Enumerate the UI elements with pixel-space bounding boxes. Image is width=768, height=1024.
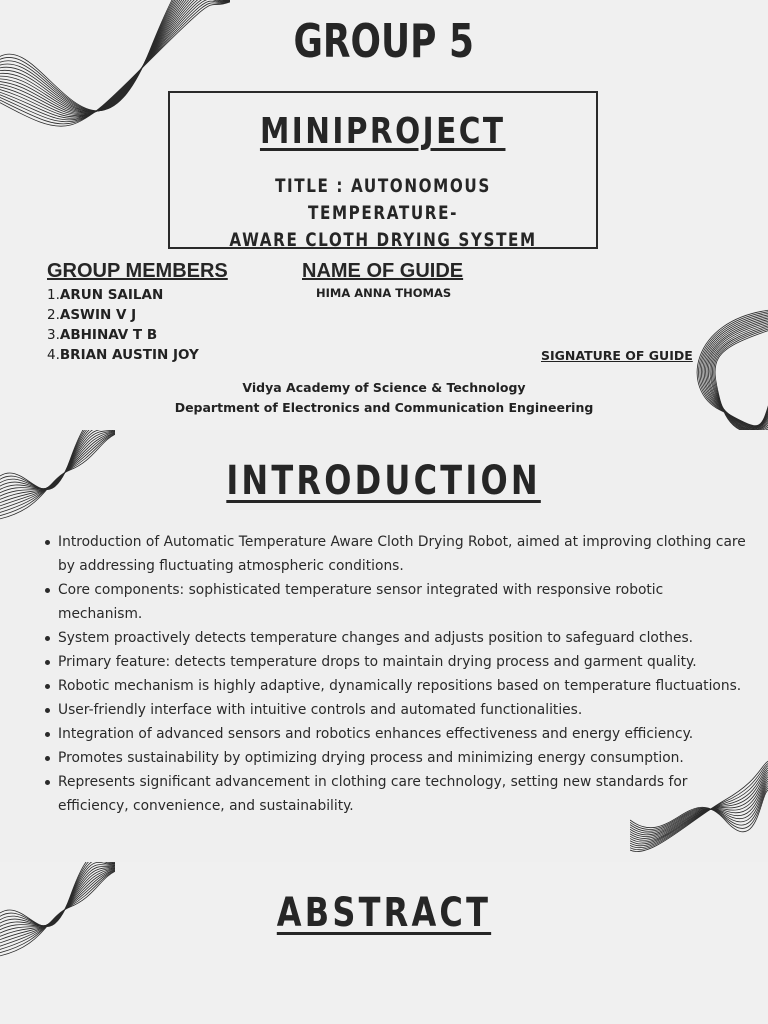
institution-name: Vidya Academy of Science & Technology: [242, 380, 526, 395]
member-item: 1.ARUN SAILAN: [47, 287, 164, 303]
group-heading: GROUP 5: [293, 14, 475, 68]
cover-section: [0, 0, 768, 430]
bullet-item: User-friendly interface with intuitive controls and automated functionalities.: [58, 698, 748, 722]
abstract-heading: ABSTRACT: [276, 890, 492, 936]
signature-of-guide-label: SIGNATURE OF GUIDE: [541, 348, 693, 363]
institution-block: [0, 378, 768, 418]
introduction-bullet-list: [58, 530, 748, 818]
bullet-item: Introduction of Automatic Temperature Aware Cloth Drying Robot, aimed at improving clothing care by addressing fluctuating atmospheric conditions.: [58, 530, 748, 578]
department-name: Department of Electronics and Communication Engineering: [174, 400, 594, 415]
bullet-item: Robotic mechanism is highly adaptive, dynamically repositions based on temperature fluctuations.: [58, 674, 748, 698]
member-item: 4.BRIAN AUSTIN JOY: [47, 347, 199, 363]
guide-heading: NAME OF GUIDE: [302, 260, 464, 282]
abstract-section: [0, 862, 768, 1024]
introduction-heading: INTRODUCTION: [226, 458, 542, 504]
guide-name: HIMA ANNA THOMAS: [316, 286, 452, 300]
title-box: [168, 91, 598, 249]
bullet-item: Integration of advanced sensors and robotics enhances effectiveness and energy efficiency.: [58, 722, 748, 746]
bullet-item: Promotes sustainability by optimizing drying process and minimizing energy consumption.: [58, 746, 748, 770]
member-item: 2.ASWIN V J: [47, 307, 137, 323]
member-item: 3.ABHINAV T B: [47, 327, 158, 343]
introduction-section: [0, 430, 768, 862]
bullet-item: Primary feature: detects temperature drops to maintain drying process and garment quality.: [58, 650, 748, 674]
project-title: TITLE : AUTONOMOUS TEMPERATURE- AWARE CLOTH DRYING SYSTEM: [229, 175, 537, 251]
group-members-heading: GROUP MEMBERS: [47, 260, 228, 282]
bullet-item: Represents significant advancement in clothing care technology, setting new standards for efficiency, convenience, and sustainability.: [58, 770, 748, 818]
bullet-item: Core components: sophisticated temperature sensor integrated with responsive robotic mechanism.: [58, 578, 748, 626]
bullet-item: System proactively detects temperature changes and adjusts position to safeguard clothes.: [58, 626, 748, 650]
miniproject-heading: MINIPROJECT: [260, 111, 506, 152]
group-members-list: [47, 287, 199, 367]
